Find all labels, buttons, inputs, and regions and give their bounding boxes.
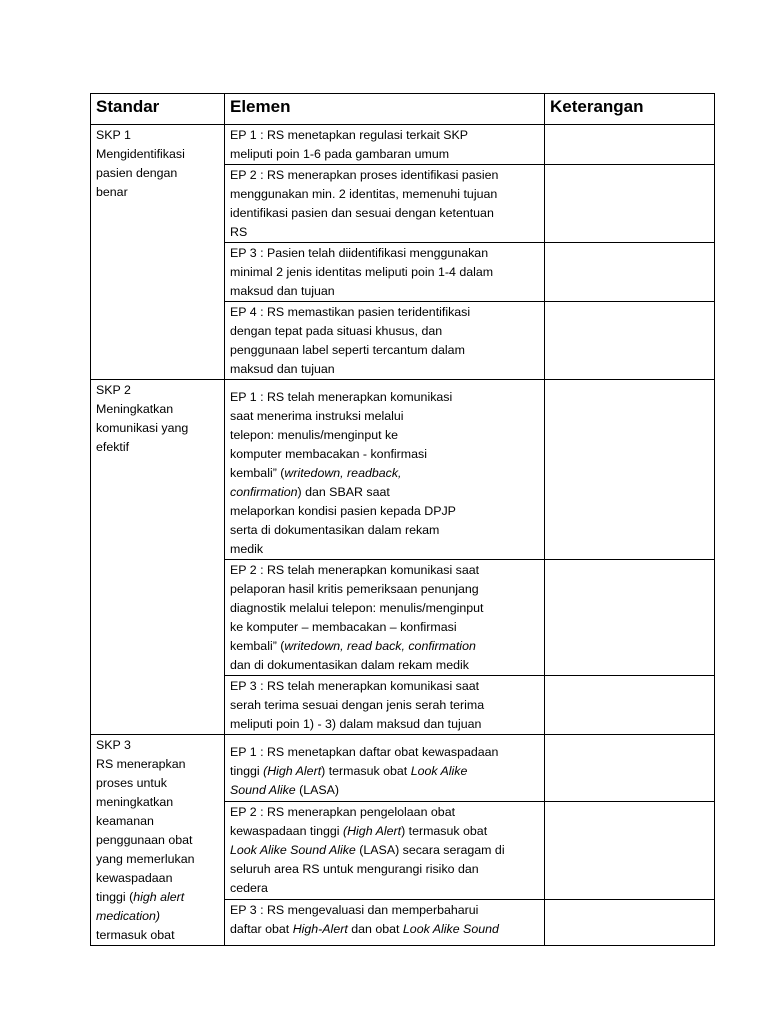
element-line: meliputi poin 1) - 3) dalam maksud dan tujuan bbox=[230, 717, 482, 731]
skp2-ep1-cell bbox=[225, 380, 545, 560]
skp3-standard-line: RS menerapkan bbox=[96, 757, 186, 771]
skp1-ep1-row bbox=[91, 125, 715, 165]
element-italic-text: Look Alike Sound bbox=[402, 922, 499, 936]
skp2-ep3-cell bbox=[225, 676, 545, 735]
header-row bbox=[91, 94, 715, 125]
element-italic-text: Sound Alike bbox=[230, 783, 296, 797]
skp3-standard-line: SKP 3 bbox=[96, 738, 131, 752]
element-line: cedera bbox=[230, 880, 268, 895]
skp2-ep1-keterangan bbox=[545, 380, 715, 560]
element-italic-text: Look Alike bbox=[410, 764, 468, 778]
element-italic-text: writedown, read back, confirmation bbox=[284, 639, 476, 653]
skp1-ep1-cell bbox=[225, 125, 545, 165]
skp3-ep3-keterangan bbox=[545, 900, 715, 946]
element-italic-text: writedown, readback, bbox=[284, 466, 402, 480]
element-line: seluruh area RS untuk mengurangi risiko dan bbox=[230, 861, 479, 876]
element-line: serta di dokumentasikan dalam rekam bbox=[230, 523, 440, 537]
element-line: maksud dan tujuan bbox=[230, 284, 335, 298]
element-line: EP 1 : RS menetapkan regulasi terkait SKP bbox=[230, 128, 469, 142]
skp1-ep4-cell bbox=[225, 302, 545, 380]
element-italic-text: (High Alert bbox=[263, 764, 322, 778]
skp1-standard-line: pasien dengan bbox=[96, 166, 178, 180]
skp1-ep4-keterangan bbox=[545, 302, 715, 380]
element-line: EP 3 : RS telah menerapkan komunikasi saat bbox=[230, 679, 480, 693]
element-text: kembali” ( bbox=[230, 466, 285, 480]
element-line: EP 1 : RS menetapkan daftar obat kewaspadaan bbox=[230, 745, 499, 759]
skp1-ep2-cell bbox=[225, 165, 545, 243]
element-line: diagnostik melalui telepon: menulis/menginput bbox=[230, 601, 484, 615]
element-text: daftar obat bbox=[230, 922, 293, 936]
header-keterangan: Keterangan bbox=[545, 94, 715, 125]
element-italic-text: High-Alert bbox=[292, 922, 348, 936]
header-elemen: Elemen bbox=[225, 94, 545, 125]
skp3-ep1-row bbox=[91, 735, 715, 802]
skp1-standard-cell bbox=[91, 125, 225, 380]
element-line bbox=[230, 464, 539, 483]
skp2-standard-line: SKP 2 bbox=[96, 383, 131, 397]
element-line: EP 2 : RS menerapkan pengelolaan obat bbox=[230, 804, 456, 819]
element-line: identifikasi pasien dan sesuai dengan ketentuan bbox=[230, 206, 494, 220]
element-line bbox=[230, 822, 539, 841]
skp3-ep2-keterangan bbox=[545, 801, 715, 899]
element-line bbox=[230, 762, 539, 781]
element-line: EP 3 : RS mengevaluasi dan memperbaharui bbox=[230, 903, 479, 917]
skp1-ep2-keterangan bbox=[545, 165, 715, 243]
element-italic-text: confirmation bbox=[230, 485, 298, 499]
standards-table bbox=[90, 93, 715, 946]
skp3-standard-line: meningkatkan bbox=[96, 795, 174, 809]
skp2-standard-line: Meningkatkan bbox=[96, 402, 174, 416]
element-line: meliputi poin 1-6 pada gambaran umum bbox=[230, 147, 450, 161]
element-text: (LASA) secara seragam di bbox=[355, 842, 505, 857]
skp1-ep1-keterangan bbox=[545, 125, 715, 165]
element-line: EP 4 : RS memastikan pasien teridentifikasi bbox=[230, 305, 471, 319]
element-line bbox=[230, 637, 539, 656]
skp3-standard-line: kewaspadaan bbox=[96, 871, 173, 885]
element-line: RS bbox=[230, 225, 248, 239]
element-text: ) termasuk obat bbox=[401, 823, 488, 838]
element-text: ) dan SBAR saat bbox=[297, 485, 390, 499]
element-line bbox=[230, 841, 539, 860]
skp2-ep2-cell bbox=[225, 560, 545, 676]
skp2-standard-line: komunikasi yang bbox=[96, 421, 189, 435]
element-text: tinggi bbox=[230, 764, 264, 778]
header-standar: Standar bbox=[91, 94, 225, 125]
skp1-ep3-keterangan bbox=[545, 243, 715, 302]
element-italic-text: (High Alert bbox=[342, 823, 402, 838]
skp2-ep3-keterangan bbox=[545, 676, 715, 735]
element-text: kembali” ( bbox=[230, 639, 285, 653]
skp2-ep2-keterangan bbox=[545, 560, 715, 676]
skp3-ep2-cell bbox=[225, 801, 545, 899]
skp2-standard-line: efektif bbox=[96, 440, 130, 454]
skp3-standard-line: proses untuk bbox=[96, 776, 167, 790]
element-text: (LASA) bbox=[295, 783, 340, 797]
element-text: dan obat bbox=[347, 922, 403, 936]
element-line: dan di dokumentasikan dalam rekam medik bbox=[230, 658, 469, 672]
element-line: EP 3 : Pasien telah diidentifikasi menggunakan bbox=[230, 246, 489, 260]
element-line: maksud dan tujuan bbox=[230, 362, 335, 376]
skp1-standard-line: Mengidentifikasi bbox=[96, 147, 185, 161]
element-line bbox=[230, 920, 539, 939]
skp1-standard-line: SKP 1 bbox=[96, 128, 131, 142]
skp2-standard-cell bbox=[91, 380, 225, 735]
element-line: EP 1 : RS telah menerapkan komunikasi bbox=[230, 390, 453, 404]
element-line: dengan tepat pada situasi khusus, dan bbox=[230, 324, 443, 338]
skp3-standard-line bbox=[96, 888, 219, 907]
skp3-standard-line: yang memerlukan bbox=[96, 852, 195, 866]
element-text: kewaspadaan tinggi bbox=[230, 823, 343, 838]
skp3-ep3-cell bbox=[225, 900, 545, 946]
element-line: telepon: menulis/menginput ke bbox=[230, 428, 399, 442]
element-line: EP 2 : RS telah menerapkan komunikasi saat bbox=[230, 563, 480, 577]
element-line: ke komputer – membacakan – konfirmasi bbox=[230, 620, 457, 634]
element-line bbox=[230, 781, 539, 800]
skp3-standard-line: keamanan bbox=[96, 814, 154, 828]
element-italic-text: Look Alike Sound Alike bbox=[230, 842, 356, 857]
element-text: ) termasuk obat bbox=[321, 764, 411, 778]
element-line: serah terima sesuai dengan jenis serah terima bbox=[230, 698, 485, 712]
element-line: melaporkan kondisi pasien kepada DPJP bbox=[230, 504, 456, 518]
standard-italic-text: high alert bbox=[133, 890, 185, 904]
element-line: komputer membacakan - konfirmasi bbox=[230, 447, 427, 461]
skp3-standard-cell bbox=[91, 735, 225, 946]
skp3-standard-line: termasuk obat bbox=[96, 928, 175, 942]
skp1-standard-line: benar bbox=[96, 185, 128, 199]
element-line: penggunaan label seperti tercantum dalam bbox=[230, 343, 465, 357]
skp1-ep3-cell bbox=[225, 243, 545, 302]
element-line bbox=[230, 483, 539, 502]
skp3-ep1-keterangan bbox=[545, 735, 715, 802]
skp2-ep1-row bbox=[91, 380, 715, 560]
skp3-ep1-cell bbox=[225, 735, 545, 802]
element-line: menggunakan min. 2 identitas, memenuhi tujuan bbox=[230, 187, 498, 201]
standard-text: tinggi ( bbox=[96, 890, 134, 904]
element-line: medik bbox=[230, 542, 264, 556]
element-line: EP 2 : RS menerapkan proses identifikasi pasien bbox=[230, 168, 499, 182]
element-line: saat menerima instruksi melalui bbox=[230, 409, 404, 423]
skp3-standard-line: penggunaan obat bbox=[96, 833, 193, 847]
skp3-standard-line bbox=[96, 907, 219, 926]
element-line: pelaporan hasil kritis pemeriksaan penunjang bbox=[230, 582, 479, 596]
standard-italic-text: medication) bbox=[96, 909, 161, 923]
element-line: minimal 2 jenis identitas meliputi poin 1-4 dalam bbox=[230, 265, 494, 279]
